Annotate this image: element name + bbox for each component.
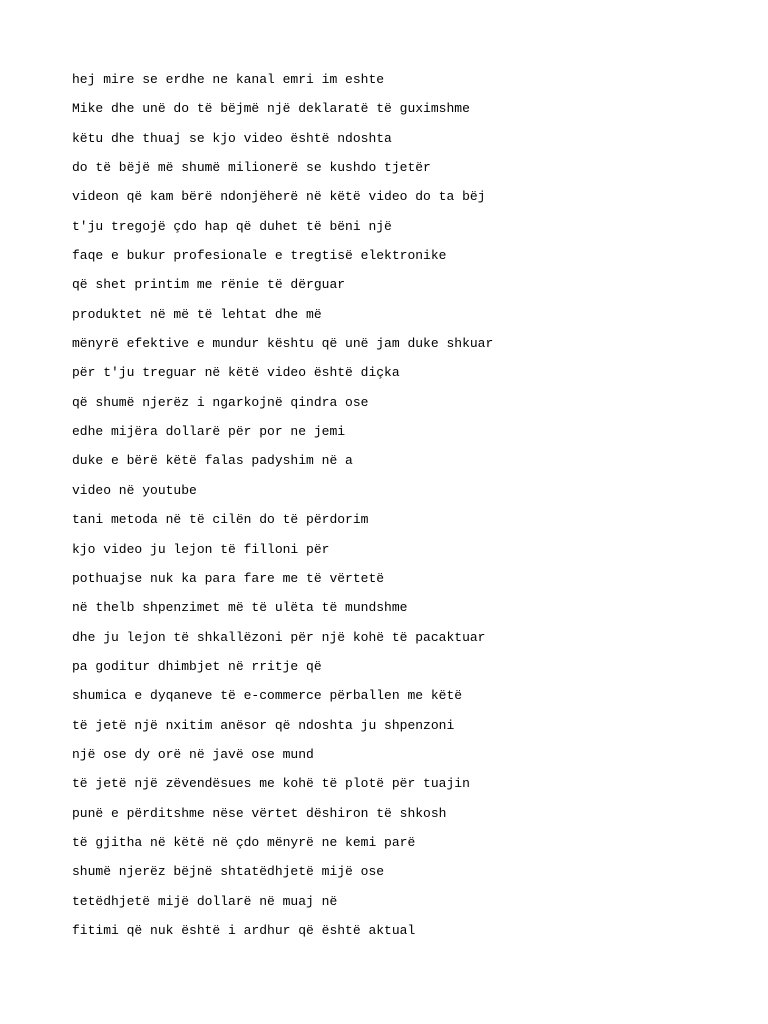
text-line: të jetë një nxitim anësor që ndoshta ju shpenzoni	[72, 717, 455, 733]
text-line: që shumë njerëz i ngarkojnë qindra ose	[72, 394, 369, 410]
text-line: të gjitha në këtë në çdo mënyrë ne kemi parë	[72, 834, 416, 850]
text-line: tetëdhjetë mijë dollarë në muaj në	[72, 893, 338, 909]
text-line: shumë njerëz bëjnë shtatëdhjetë mijë ose	[72, 864, 385, 880]
text-line: fitimi që nuk është i ardhur që është aktual	[72, 922, 416, 938]
text-line: që shet printim me rënie të dërguar	[72, 277, 346, 293]
text-line: faqe e bukur profesionale e tregtisë elektronike	[72, 248, 447, 264]
text-line: shumica e dyqaneve të e-commerce përballen me këtë	[72, 688, 463, 704]
text-line: produktet në më të lehtat dhe më	[72, 306, 322, 322]
transcript-text	[72, 69, 752, 949]
text-line: mënyrë efektive e mundur kështu që unë jam duke shkuar	[72, 336, 494, 352]
text-line: në thelb shpenzimet më të ulëta të mundshme	[72, 600, 408, 616]
text-line: të jetë një zëvendësues me kohë të plotë për tuajin	[72, 776, 470, 792]
text-line: pa goditur dhimbjet në rritje që	[72, 658, 322, 674]
text-line: videon që kam bërë ndonjëherë në këtë video do ta bëj	[72, 189, 486, 205]
text-line: një ose dy orë në javë ose mund	[72, 746, 314, 762]
text-line: edhe mijëra dollarë për por ne jemi	[72, 424, 346, 440]
text-line: hej mire se erdhe ne kanal emri im eshte	[72, 72, 385, 87]
text-line: do të bëjë më shumë milionerë se kushdo tjetër	[72, 160, 431, 176]
text-line: t'ju tregojë çdo hap që duhet të bëni një	[72, 218, 392, 234]
text-line: për t'ju treguar në këtë video është diçka	[72, 365, 400, 381]
text-line: duke e bërë këtë falas padyshim në a	[72, 453, 353, 469]
text-line: kjo video ju lejon të filloni për	[72, 541, 330, 557]
text-line: tani metoda në të cilën do të përdorim	[72, 512, 369, 528]
text-line: Mike dhe unë do të bëjmë një deklaratë të guximshme	[72, 101, 470, 117]
text-line: pothuajse nuk ka para fare me të vërtetë	[72, 570, 385, 586]
text-line: video në youtube	[72, 482, 197, 498]
text-line: punë e përditshme nëse vërtet dëshiron të shkosh	[72, 805, 447, 821]
text-line: këtu dhe thuaj se kjo video është ndoshta	[72, 130, 392, 146]
text-line: dhe ju lejon të shkallëzoni për një kohë të pacaktuar	[72, 629, 486, 645]
